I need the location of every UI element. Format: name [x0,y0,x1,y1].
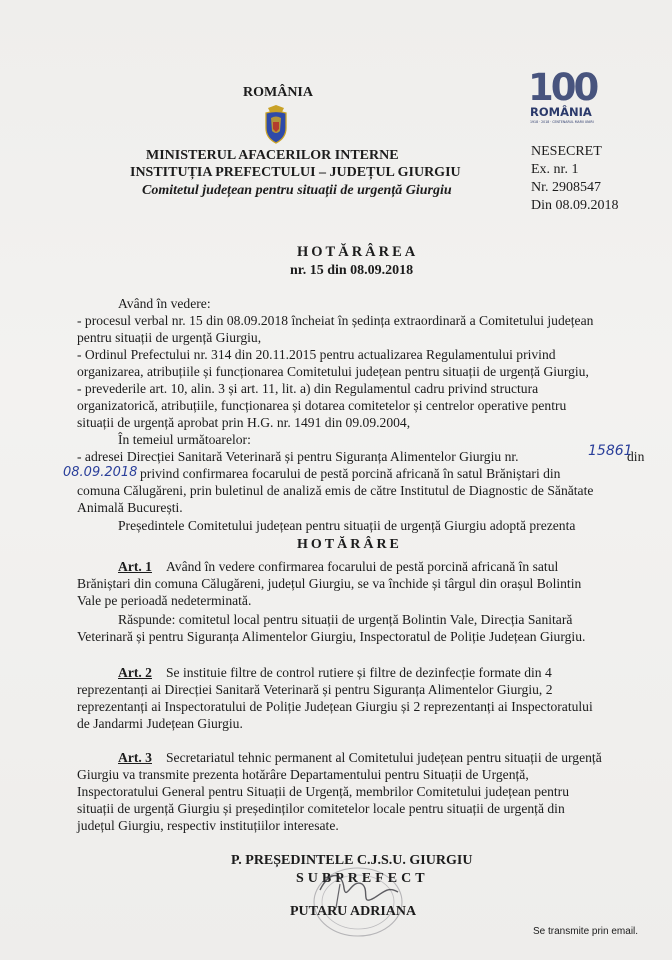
institution-name: INSTITUȚIA PREFECTULUI – JUDEȚUL GIURGIU [130,165,461,180]
signatory-title: P. PREȘEDINTELE C.J.S.U. GIURGIU [231,853,473,868]
responsible-line: Veterinară și pentru Siguranța Alimentelor Giurgiu, Inspectoratul de Poliție Județean Giurgiu. [77,629,586,644]
article-text: de Jandarmi Județean Giurgiu. [77,716,243,731]
article-label: Art. 2 [118,665,152,680]
article-text: situații de urgență Giurgiu și președinților comitetelor locale pentru situații de urgență din [77,801,565,816]
legal-basis-intro: În temeiul următoarelor: [118,432,251,447]
preamble-line: - adresei Direcției Sanitară Veterinară și pentru Siguranța Alimentelor Giurgiu nr. [77,449,519,464]
handwritten-date: 08.09.2018 [63,465,138,480]
article-text: Vale pe perioadă nedeterminată. [77,593,252,608]
article-text: Brănіștari din comuna Călugăreni, județul Giurgiu, se va închide și târgul din orașul Bolintin [77,576,582,591]
preamble-line: privind confirmarea focarului de pestă porcină africană în satul Brănіștari din [140,466,561,481]
transmission-note: Se transmite prin email. [533,926,639,937]
centenary-numeral: 100 [528,66,597,109]
article-text: Giurgiu va transmite prezenta hotărâre Departamentului pentru Situații de Urgență, [77,767,529,782]
article-text: Inspectoratului General pentru Situații de Urgență, membrilor Comitetului județean pentru [77,784,570,799]
article-text: reprezentanți ai Direcției Sanitară Veterinară și pentru Siguranța Alimentelor Giurgiu, 2 [77,682,553,697]
classification-level: NESECRET [531,144,602,159]
article-text: Se instituie filtre de control rutiere și filtre de dezinfecție formate din 4 [166,665,552,680]
registration-number: Nr. 2908547 [531,180,601,195]
country-name: ROMÂNIA [243,85,313,100]
signatory-role: SUBPREFECT [296,871,429,886]
article-text: reprezentanți ai Inspectoratului de Poliție Județean Giurgiu și 2 reprezentanți ai Inspectoratului [77,699,593,714]
official-stamp-and-signature [300,860,430,940]
preamble-line: comuna Călugăreni, prin buletinul de analiză emis de către Institutul de Diagnostic de Sănătate [77,483,594,498]
centenary-logo [528,66,612,130]
preamble-line: - prevederile art. 10, alin. 3 și art. 11, lit. a) din Regulamentul cadru privind structura [77,381,539,396]
document-number: nr. 15 din 08.09.2018 [290,263,414,278]
article-text: județul Giurgiu, respectiv instituțiilor interesate. [77,818,339,833]
centenary-caption: 1918 · 2018 · CENTENARUL MARII UNIRI [530,120,594,124]
preamble-line: - procesul verbal nr. 15 din 08.09.2018 încheiat în ședința extraordinară a Comitetului județean [77,313,594,328]
preamble-intro: Având în vedere: [118,296,211,311]
document-title: HOTĂRÂREA [297,244,419,260]
preamble-line: situații de urgență aprobat prin H.G. nr. 1491 din 09.09.2004, [77,415,411,430]
ministry-name: MINISTERUL AFACERILOR INTERNE [146,148,399,163]
registration-date: Din 08.09.2018 [531,198,619,213]
preamble-line: din [627,449,645,464]
article-label: Art. 3 [118,750,152,765]
preamble-line: Animală București. [77,500,183,515]
responsible-line: Răspunde: comitetul local pentru situații de urgență Bolintin Vale, Direcția Sanitară [118,612,573,627]
committee-name: Comitetul județean pentru situații de urgență Giurgiu [142,183,452,198]
preamble-line: pentru situații de urgență Giurgiu, [77,330,262,345]
decision-heading: HOTĂRÂRE [297,537,402,552]
preamble-line: organizarea, atribuțiile și funcționarea Comitetului județean pentru situații de urgență Giurgiu, [77,364,589,379]
article-text: Având în vedere confirmarea focarului de pestă porcină africană în satul [166,559,559,574]
centenary-word: ROMÂNIA [530,105,592,119]
article-text: Secretariatul tehnic permanent al Comitetului județean pentru situații de urgență [166,750,602,765]
article-label: Art. 1 [118,559,152,574]
handwritten-number: 15861 [588,443,633,459]
preamble-line: organizatorică, atribuțiile, funcționarea și dotarea comitetelor și centrelor operative pentru [77,398,567,413]
signatory-name: PUTARU ADRIANA [290,904,417,919]
copy-number: Ex. nr. 1 [531,162,579,177]
preamble-line: - Ordinul Prefectului nr. 314 din 20.11.2015 pentru actualizarea Regulamentului privind [77,347,556,362]
coat-of-arms-icon [263,104,289,144]
president-adopts: Președintele Comitetului județean pentru situații de urgență Giurgiu adoptă prezenta [118,518,576,533]
